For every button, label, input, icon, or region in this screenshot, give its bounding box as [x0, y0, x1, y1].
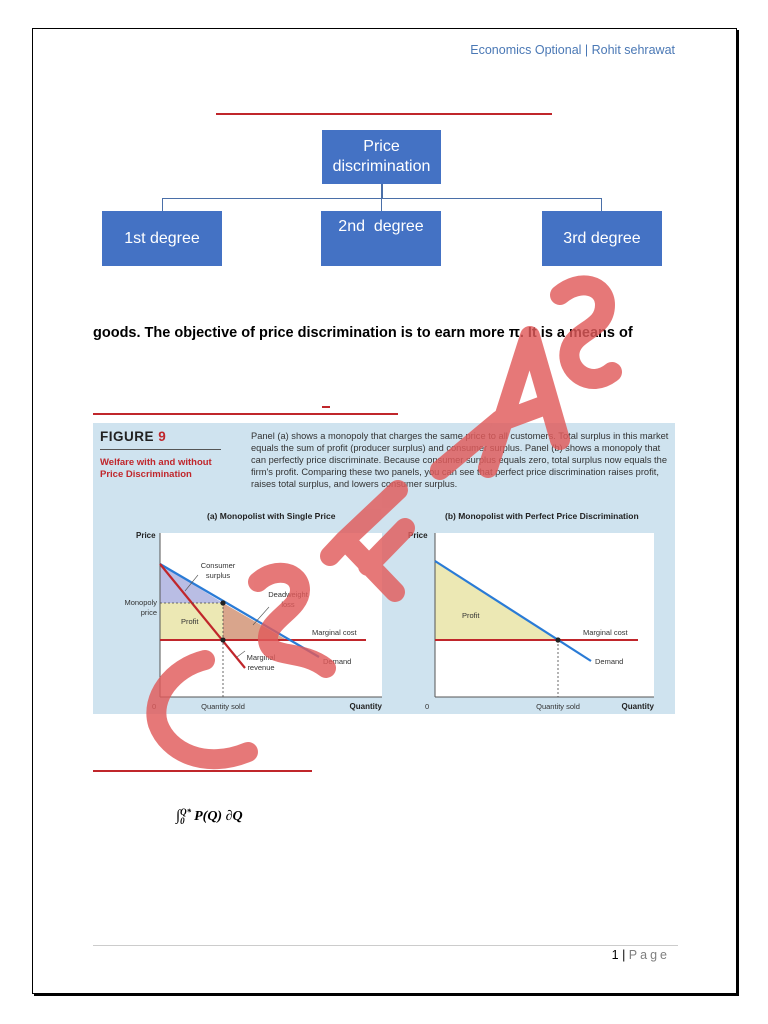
panel-a-quantity-sold-label: Quantity sold — [201, 702, 245, 711]
body-text-line: goods. The objective of price discrimination is to earn more π. It is a means of — [93, 325, 633, 341]
child-label-first-degree: 1st degree — [124, 229, 200, 247]
panel-a-marginal-revenue-label-1: Marginal — [246, 653, 276, 662]
panel-b-y-label: Price — [408, 531, 428, 540]
watermark-stroke-a — [488, 336, 560, 468]
panel-a-monopoly-price-label-2: price — [140, 608, 157, 617]
watermark-stroke-c — [156, 660, 248, 759]
panel-b-demand-label: Demand — [595, 657, 624, 666]
panel-b-x-label: Quantity — [621, 702, 654, 711]
panel-a-y-label: Price — [136, 531, 156, 540]
watermark-stroke-s2 — [560, 285, 612, 379]
panel-b-marginal-cost-label: Marginal cost — [583, 628, 628, 637]
page-number: 1 — [611, 948, 619, 962]
figure-description: Panel (a) shows a monopoly that charges the same price to all customers. Total surplus in this market equals the sum of profit (producer surplus) and consumer surplus. Panel (b) shows a monopoly that can perfectly price discriminate. Because consumer surplus equals zero, total surplus now equals the firm's profit. Comparing these two panels, you can see that perfect price discrimination raises profit, raises total surplus, and lowers consumer surplus. — [251, 431, 669, 489]
page-label: Page — [628, 948, 670, 962]
panel-a-consumer-surplus-label-2: surplus — [205, 571, 231, 580]
page-header: Economics Optional | Rohit sehrawat — [470, 43, 675, 57]
panel-a-profit-label: Profit — [181, 617, 199, 626]
panel-a-deadweight-label-1: Deadweight — [268, 590, 308, 599]
child-label-second-degree: 2nd degree — [338, 218, 424, 235]
figure-number: 9 — [158, 429, 167, 444]
figure-subtitle: Welfare with and without Price Discrimination — [100, 457, 212, 480]
panel-a-marginal-cost-label: Marginal cost — [312, 628, 357, 637]
panel-a-consumer-surplus-label-1: Consumer — [200, 561, 236, 570]
panel-a-demand-label: Demand — [323, 657, 352, 666]
panel-a-deadweight-label-2: loss — [281, 600, 295, 609]
integral-sign: ∫ — [176, 808, 181, 825]
footer-separator: | — [622, 948, 626, 962]
panel-b-quantity-sold-label: Quantity sold — [536, 702, 580, 711]
panel-a-origin-label: 0 — [152, 702, 157, 711]
panel-a-monopoly-price-label-1: Monopoly — [124, 598, 157, 607]
root-label: Price discrimination — [332, 138, 431, 175]
panel-a-x-label: Quantity — [349, 702, 382, 711]
watermark-stroke-e — [330, 490, 405, 592]
panel-b-origin-label: 0 — [425, 702, 430, 711]
child-label-third-degree: 3rd degree — [563, 229, 641, 247]
integral-expression: P(Q) ∂Q — [194, 809, 243, 825]
panel-b-title: (b) Monopolist with Perfect Price Discrimination — [445, 511, 639, 521]
integral-upper-limit: Q* — [180, 807, 192, 817]
panel-a-marginal-revenue-label-2: revenue — [247, 663, 275, 672]
panel-a-title: (a) Monopolist with Single Price — [207, 511, 336, 521]
figure-label-text: FIGURE — [100, 429, 155, 444]
integral-lower-limit: 0 — [180, 816, 185, 826]
watermark-stroke-s1 — [258, 573, 326, 668]
panel-b-profit-label: Profit — [462, 611, 480, 620]
